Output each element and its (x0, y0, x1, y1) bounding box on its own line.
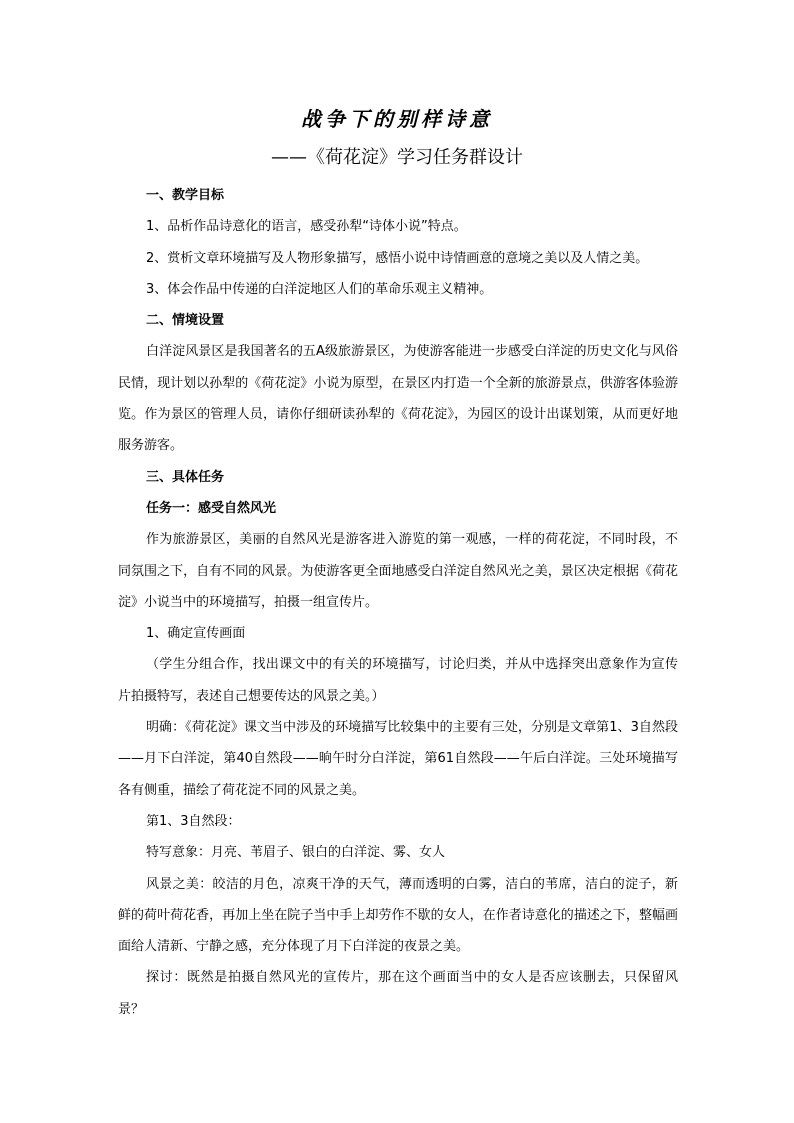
section-heading-tasks: 三、具体任务 (146, 469, 225, 485)
document-body (118, 180, 678, 1025)
discuss-paragraph: 探讨：既然是拍摄自然风光的宣传片，那在这个画面当中的女人是否应该删去，只保留风景？ (118, 970, 678, 1017)
page-subtitle: ——《荷花淀》学习任务群设计 (271, 147, 523, 168)
section-heading-goals: 一、教学目标 (146, 188, 225, 203)
goal-item-2: 2、赏析文章环境描写及人物形象描写，感悟小说中诗情画意的意境之美以及人情之美。 (146, 250, 649, 266)
para13-label: 第1、3自然段： (146, 813, 241, 829)
task1-heading: 任务一：感受自然风光 (146, 500, 277, 516)
page-title: 战争下的别样诗意 (301, 107, 493, 131)
section-heading-scenario: 二、情境设置 (146, 313, 225, 329)
step1-label: 1、确定宣传画面 (146, 626, 246, 642)
step1-paragraph: （学生分组合作，找出课文中的有关的环境描写，讨论归类，并从中选择突出意象作为宣传片拍摄特写，表述自己想要传达的风景之美。） (118, 657, 678, 704)
goal-item-1: 1、品析作品诗意化的语言，感受孙犁“诗体小说”特点。 (146, 219, 467, 235)
scenario-paragraph: 白洋淀风景区是我国著名的五A级旅游景区，为使游客能进一步感受白洋淀的历史文化与风俗民情，现计划以孙犁的《荷花淀》小说为原型，在景区内打造一个全新的旅游景点，供游客体验游览。作为景区的管理人员，请你仔细研读孙犁的《荷花淀》，为园区的设计出谋划策，从而更好地服务游客。 (118, 344, 678, 454)
goal-item-3: 3、体会作品中传递的白洋淀地区人们的革命乐观主义精神。 (146, 281, 493, 297)
clarify-paragraph: 明确：《荷花淀》课文当中涉及的环境描写比较集中的主要有三处，分别是文章第1、3自然段——月下白洋淀，第40自然段——晌午时分白洋淀，第61自然段——午后白洋淀。三处环境描写各有侧重，描绘了荷花淀不同的风景之美。 (118, 720, 678, 798)
beauty-paragraph: 风景之美：皎洁的月色，凉爽干净的天气，薄而透明的白雾，洁白的苇席，洁白的淀子，新鲜的荷叶荷花香，再加上坐在院子当中手上却劳作不歇的女人，在作者诗意化的描述之下，整幅画面给人清新、宁静之感，充分体现了月下白洋淀的夜景之美。 (118, 876, 678, 955)
closeup-line: 特写意象：月亮、苇眉子、银白的白洋淀、雾、女人 (146, 845, 446, 861)
task1-intro-paragraph: 作为旅游景区，美丽的自然风光是游客进入游览的第一观感，一样的荷花淀，不同时段，不同氛围之下，自有不同的风景。为使游客更全面地感受白洋淀自然风光之美，景区决定根据《荷花淀》小说当中的环境描写，拍摄一组宣传片。 (118, 532, 678, 610)
